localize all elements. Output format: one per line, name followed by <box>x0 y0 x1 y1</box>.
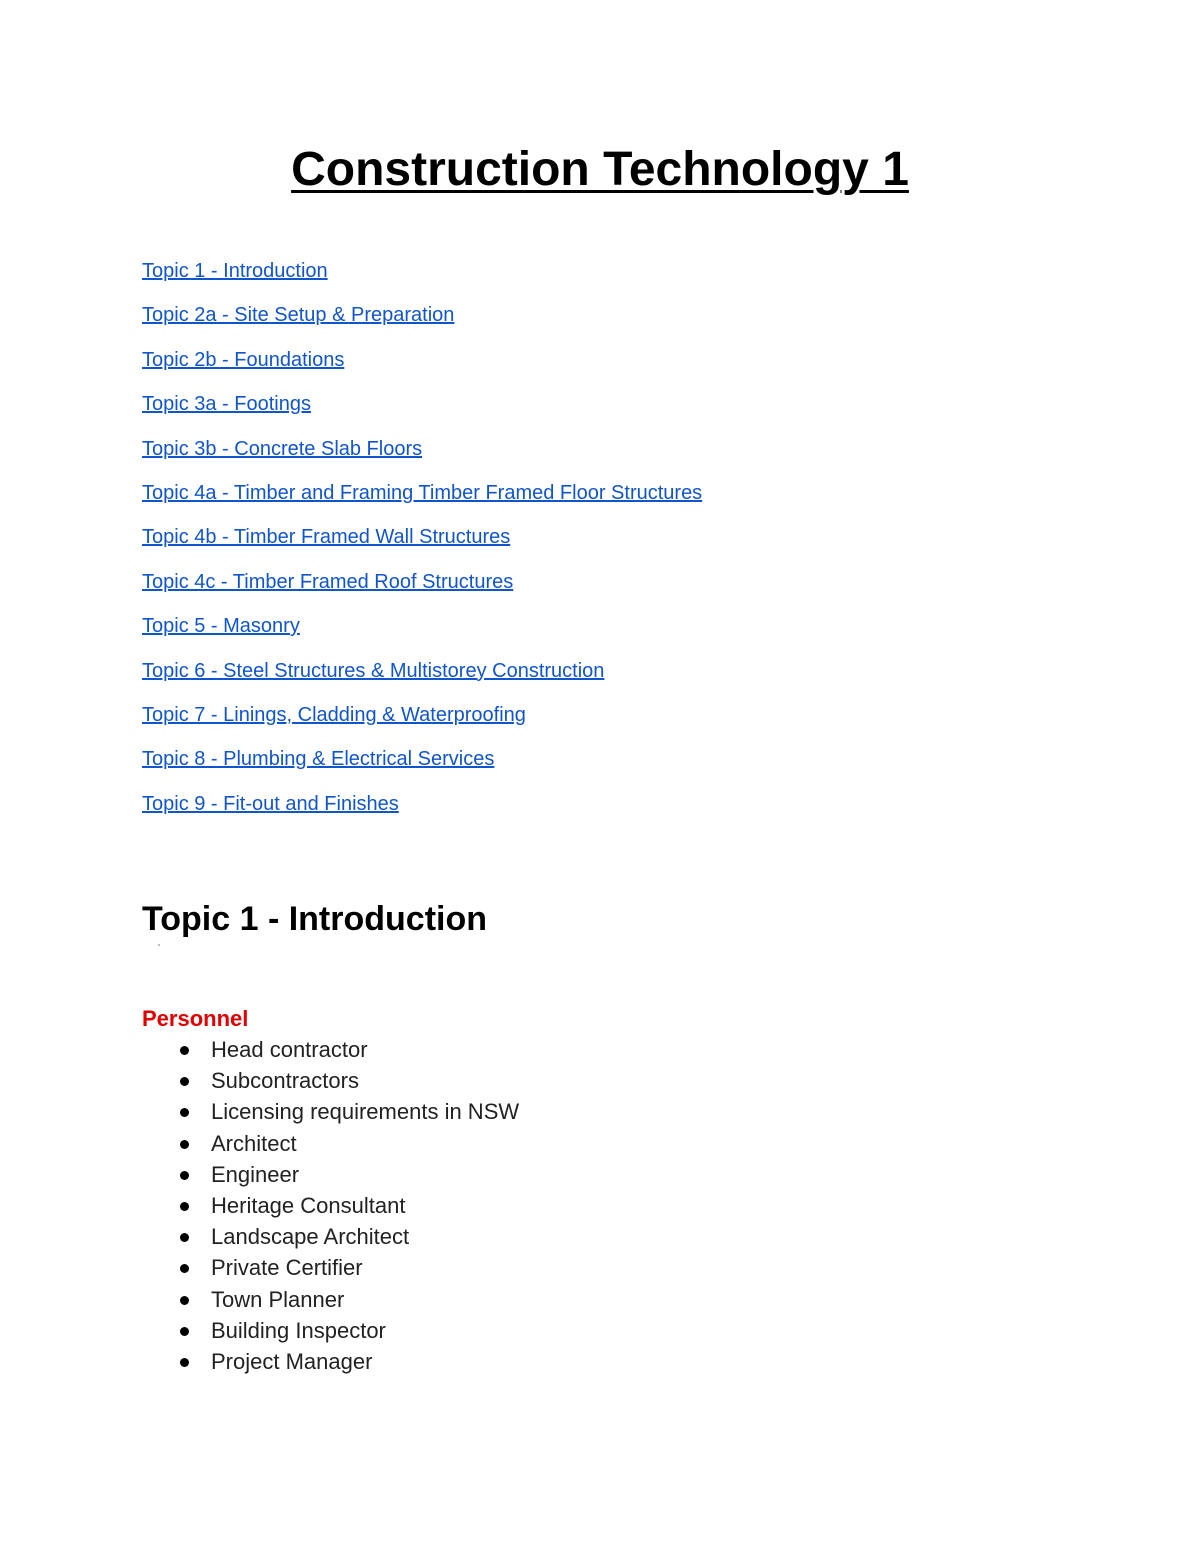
toc-link-topic-3b[interactable]: Topic 3b - Concrete Slab Floors <box>142 437 423 460</box>
list-item-text: Architect <box>211 1130 297 1156</box>
list-item-text: Building Inspector <box>211 1317 386 1343</box>
page-title: Construction Technology 1 <box>291 143 909 196</box>
bullet-icon <box>180 1202 189 1211</box>
list-item-text: Town Planner <box>211 1286 345 1312</box>
toc-item <box>142 701 702 745</box>
list-item-text: Licensing requirements in NSW <box>211 1099 520 1125</box>
toc-link-topic-6[interactable]: Topic 6 - Steel Structures & Multistorey Construction <box>142 659 605 682</box>
toc-link-topic-4b[interactable]: Topic 4b - Timber Framed Wall Structures <box>142 526 511 549</box>
toc-link-topic-2b[interactable]: Topic 2b - Foundations <box>142 348 345 371</box>
bullet-icon <box>180 1264 189 1273</box>
stray-dot <box>158 944 160 946</box>
toc-item <box>142 257 702 301</box>
toc-item <box>142 612 702 656</box>
list-item-text: Engineer <box>211 1161 300 1187</box>
list-item <box>142 1067 519 1098</box>
toc-link-topic-7[interactable]: Topic 7 - Linings, Cladding & Waterproofing <box>142 703 526 726</box>
toc-link-topic-2a[interactable]: Topic 2a - Site Setup & Preparation <box>142 304 455 327</box>
personnel-list <box>142 1036 519 1379</box>
list-item <box>142 1348 519 1379</box>
list-item <box>142 1192 519 1223</box>
toc-item <box>142 568 702 612</box>
list-item <box>142 1036 519 1067</box>
bullet-icon <box>180 1108 189 1117</box>
personnel-subheading: Personnel <box>142 1006 249 1031</box>
toc-item <box>142 479 702 523</box>
toc-item <box>142 657 702 701</box>
toc-link-topic-3a[interactable]: Topic 3a - Footings <box>142 393 311 416</box>
toc-link-topic-1[interactable]: Topic 1 - Introduction <box>142 260 328 282</box>
toc-link-topic-8[interactable]: Topic 8 - Plumbing & Electrical Services <box>142 748 495 771</box>
bullet-icon <box>180 1077 189 1086</box>
list-item-text: Head contractor <box>211 1037 368 1062</box>
list-item-text: Project Manager <box>211 1348 373 1374</box>
toc-link-topic-4c[interactable]: Topic 4c - Timber Framed Roof Structures <box>142 570 514 593</box>
list-item <box>142 1223 519 1254</box>
list-item <box>142 1254 519 1285</box>
bullet-icon <box>180 1233 189 1242</box>
toc-item <box>142 790 702 834</box>
toc-link-topic-9[interactable]: Topic 9 - Fit-out and Finishes <box>142 792 399 815</box>
toc-item <box>142 390 702 434</box>
toc-item <box>142 435 702 479</box>
bullet-icon <box>180 1046 189 1055</box>
list-item-text: Landscape Architect <box>211 1224 410 1250</box>
bullet-icon <box>180 1327 189 1336</box>
toc-item <box>142 745 702 789</box>
table-of-contents <box>142 257 702 834</box>
bullet-icon <box>180 1358 189 1367</box>
toc-item <box>142 301 702 345</box>
toc-item <box>142 346 702 390</box>
toc-link-topic-4a[interactable]: Topic 4a - Timber and Framing Timber Framed Floor Structures <box>142 481 703 504</box>
list-item-text: Private Certifier <box>211 1255 363 1281</box>
list-item-text: Subcontractors <box>211 1068 359 1094</box>
toc-link-topic-5[interactable]: Topic 5 - Masonry <box>142 615 300 638</box>
toc-item <box>142 523 702 567</box>
list-item <box>142 1286 519 1317</box>
list-item <box>142 1130 519 1161</box>
list-item <box>142 1098 519 1129</box>
list-item-text: Heritage Consultant <box>211 1192 406 1218</box>
section-heading: Topic 1 - Introduction <box>142 900 487 938</box>
bullet-icon <box>180 1140 189 1149</box>
list-item <box>142 1161 519 1192</box>
bullet-icon <box>180 1171 189 1180</box>
list-item <box>142 1317 519 1348</box>
bullet-icon <box>180 1296 189 1305</box>
